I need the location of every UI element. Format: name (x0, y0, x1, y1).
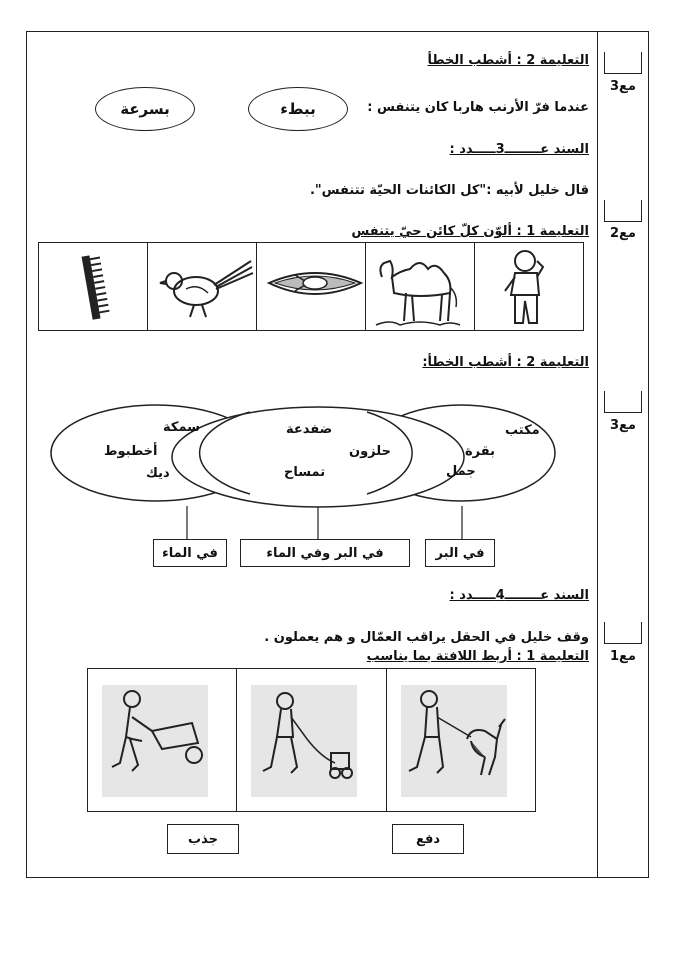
score-label: مع3 (610, 418, 636, 433)
venn-word: ضفدعة (286, 422, 333, 437)
actions-image-panel (87, 668, 536, 812)
venn-word: حلزون (349, 444, 391, 459)
sanad-text: وقف خليل في الحقل يراقب العمّال و هم يعملون . (264, 630, 589, 645)
sanad-heading: السند عــــــــ4ـــــدد : (449, 588, 589, 603)
score-box (604, 622, 642, 644)
score-label: مع2 (610, 226, 636, 241)
image-cell[interactable] (386, 669, 535, 811)
label-box[interactable]: جذب (167, 824, 239, 854)
toy-pull-icon (251, 687, 361, 797)
venn-word: جمل (446, 464, 476, 479)
label-box[interactable]: دفع (392, 824, 464, 854)
instruction-text: التعليمة 2 : أشطب الخطأ (427, 53, 589, 68)
instruction-text: التعليمة 1 : أربط اللافتة بما يناسب (366, 649, 589, 664)
wheelbarrow-push-icon (102, 687, 212, 797)
score-label: مع1 (610, 649, 636, 664)
image-cell[interactable] (88, 669, 236, 811)
option-oval[interactable]: ببطء (248, 87, 348, 131)
instruction-text: التعليمة 1 : ألوّن كلّ كائن حيّ يتنفس (351, 224, 589, 239)
goat-pull-icon (401, 687, 511, 797)
venn-word: أخطبوط (104, 444, 158, 459)
venn-word: بقرة (465, 444, 495, 459)
venn-word: سمكة (163, 420, 200, 435)
label-box[interactable]: في الماء (153, 539, 227, 567)
score-label: مع3 (610, 79, 636, 94)
sanad-heading: السند عــــــــ3ـــــدد : (449, 142, 589, 157)
label-box[interactable]: في البر (425, 539, 495, 567)
image-cell[interactable] (236, 669, 385, 811)
question-text: عندما فرّ الأرنب هاربا كان يتنفس : (367, 100, 589, 115)
sanad-text: قال خليل لأبيه :"كل الكائنات الحيّة تتنفس". (309, 183, 589, 198)
venn-word: ديك (146, 466, 170, 481)
instruction-text: التعليمة 2 : أشطب الخطأ: (422, 355, 589, 370)
venn-word: مكتب (505, 423, 540, 438)
venn-word: تمساح (284, 465, 326, 480)
option-oval[interactable]: بسرعة (95, 87, 195, 131)
label-box[interactable]: في البر وفي الماء (240, 539, 410, 567)
